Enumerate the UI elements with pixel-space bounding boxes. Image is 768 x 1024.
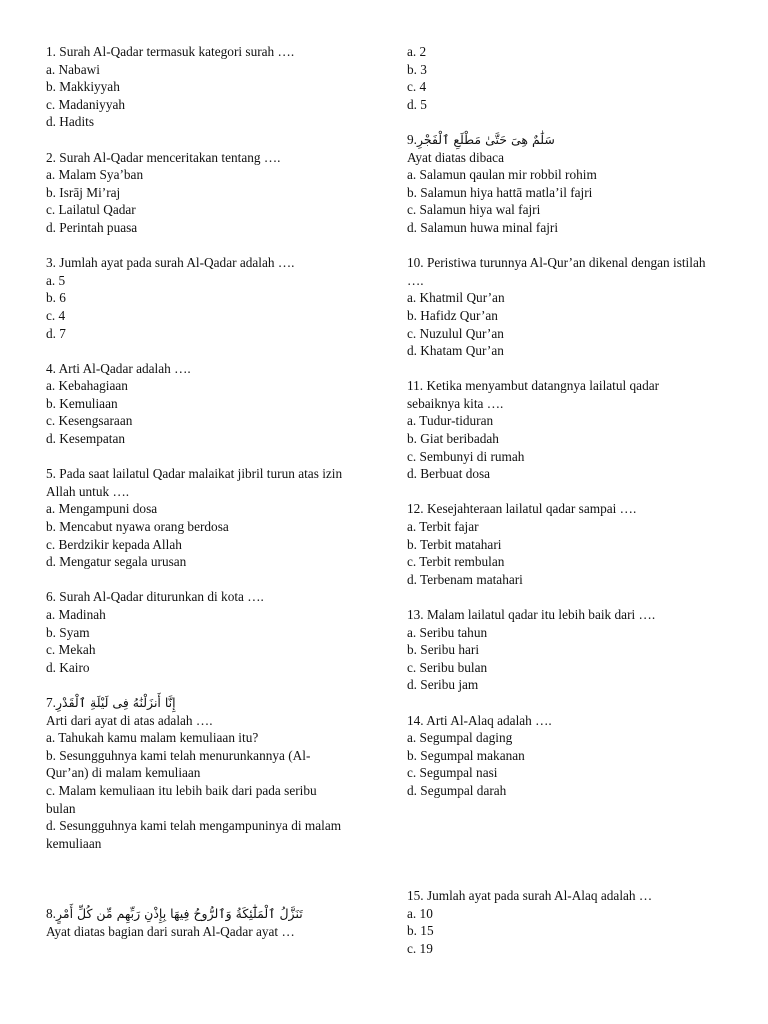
option: b. Kemuliaan (46, 395, 118, 411)
option: c. Segumpal nasi (407, 765, 498, 781)
question-11 (407, 377, 707, 483)
question-text: Ayat diatas bagian dari surah Al-Qadar ayat … (46, 923, 295, 939)
option: b. Hafidz Qur’an (407, 307, 498, 323)
option: d. 7 (46, 325, 66, 341)
option: d. Khatam Qur’an (407, 343, 504, 359)
left-column (46, 43, 346, 958)
option: a. Madinah (46, 607, 106, 622)
question-text: 14. Arti Al-Alaq adalah …. (407, 712, 552, 728)
right-column (407, 43, 707, 975)
question-text: 5. Pada saat lailatul Qadar malaikat jibril turun atas izin Allah untuk …. (46, 466, 343, 499)
question-text: 15. Jumlah ayat pada surah Al-Alaq adalah … (407, 888, 653, 904)
option: d. Salamun huwa minal fajri (407, 219, 559, 235)
option: a. Kebahagiaan (46, 378, 128, 394)
option: a. Nabawi (46, 61, 100, 77)
option: d. 5 (407, 96, 427, 112)
option: a. Malam Sya’ban (46, 167, 144, 183)
option: b. Seribu hari (407, 642, 480, 658)
option: c. 4 (407, 79, 427, 95)
option: d. Sesungguhnya kami telah mengampuninya di malam kemuliaan (46, 818, 342, 851)
option: d. Seribu jam (407, 677, 479, 693)
option: b. Isrāj Mi’raj (46, 184, 121, 200)
question-9 (407, 131, 707, 237)
question-13 (407, 606, 707, 694)
question-2 (46, 149, 346, 237)
option: c. 4 (46, 307, 66, 323)
option: b. Mencabut nyawa orang berdosa (46, 519, 229, 535)
option: a. Segumpal daging (407, 730, 513, 746)
question-15 (407, 887, 707, 957)
arabic-verse: إِنَّا أَنزَلْنَٰهُ فِى لَيْلَةِ ٱلْقَدْرِ (55, 694, 176, 710)
question-4 (46, 360, 346, 448)
option: b. Terbit matahari (407, 536, 502, 552)
option: d. Perintah puasa (46, 219, 138, 235)
option: d. Terbenam matahari (407, 571, 523, 587)
spacer (46, 870, 346, 905)
arabic-verse: تَنَزَّلُ ٱلْمَلَٰٓئِكَةُ وَٱلرُّوحُ فِيهَا بِإِذْنِ رَبِّهِم مِّن كُلِّ أَمْرٍ (55, 905, 303, 921)
option: b. Segumpal makanan (407, 747, 525, 763)
option: a. Seribu tahun (407, 624, 488, 640)
option: b. 15 (407, 923, 434, 939)
option: d. Hadits (46, 114, 95, 130)
question-12 (407, 500, 707, 588)
question-8-options (407, 43, 707, 113)
question-number: 7. (46, 694, 56, 710)
question-text: 11. Ketika menyambut datangnya lailatul qadar sebaiknya kita …. (407, 378, 660, 411)
option: d. Mengatur segala urusan (46, 554, 187, 570)
option: a. Terbit fajar (407, 519, 479, 535)
question-text: Ayat diatas dibaca (407, 149, 504, 165)
question-text: 1. Surah Al-Qadar termasuk kategori surah …. (46, 44, 295, 59)
option: b. Makkiyyah (46, 79, 120, 95)
question-text: 13. Malam lailatul qadar itu lebih baik dari …. (407, 607, 656, 622)
option: d. Kesempatan (46, 431, 126, 447)
question-5 (46, 465, 346, 571)
option: d. Berbuat dosa (407, 466, 491, 482)
option: c. Mekah (46, 642, 96, 658)
option: c. 19 (407, 940, 433, 956)
question-1 (46, 43, 346, 131)
option: c. Salamun hiya wal fajri (407, 202, 541, 218)
question-8 (46, 905, 346, 940)
option: c. Kesengsaraan (46, 413, 133, 429)
option: a. Khatmil Qur’an (407, 290, 505, 306)
option: c. Malam kemuliaan itu lebih baik dari pada seribu bulan (46, 782, 317, 816)
option: a. Tudur-tiduran (407, 413, 494, 429)
option: a. 10 (407, 905, 433, 921)
question-text: 6. Surah Al-Qadar diturunkan di kota …. (46, 589, 264, 605)
option: d. Kairo (46, 659, 90, 675)
option: a. 2 (407, 44, 427, 59)
option: a. Mengampuni dosa (46, 501, 158, 517)
question-6 (46, 588, 346, 676)
question-number: 8. (46, 905, 56, 921)
question-10 (407, 254, 707, 360)
question-7 (46, 694, 346, 852)
question-3 (46, 254, 346, 342)
option: c. Sembunyi di rumah (407, 448, 525, 464)
question-text: 3. Jumlah ayat pada surah Al-Qadar adalah …. (46, 255, 295, 271)
question-text: 2. Surah Al-Qadar menceritakan tentang …. (46, 149, 281, 165)
option: a. 5 (46, 272, 66, 288)
question-text: 12. Kesejahteraan lailatul qadar sampai …. (407, 501, 637, 517)
option: b. Giat beribadah (407, 431, 499, 447)
question-number: 9. (407, 131, 417, 147)
option: a. Tahukah kamu malam kemuliaan itu? (46, 730, 259, 746)
arabic-verse: سَلَٰمٌ هِىَ حَتَّىٰ مَطْلَعِ ٱلْفَجْرِ (416, 131, 555, 147)
question-text: 4. Arti Al-Qadar adalah …. (46, 360, 191, 376)
option: d. Segumpal darah (407, 782, 507, 798)
question-text: Arti dari ayat di atas adalah …. (46, 712, 213, 728)
option: b. 6 (46, 290, 66, 306)
right-question-list (407, 254, 707, 799)
option: c. Seribu bulan (407, 659, 488, 675)
option: c. Terbit rembulan (407, 554, 505, 570)
option: a. Salamun qaulan mir robbil rohim (407, 167, 597, 183)
question-text: 10. Peristiwa turunnya Al-Qur’an dikenal dengan istilah …. (407, 255, 706, 288)
option: c. Lailatul Qadar (46, 202, 136, 218)
option: c. Madaniyyah (46, 96, 126, 112)
option: b. 3 (407, 61, 427, 77)
option: c. Berdzikir kepada Allah (46, 536, 182, 552)
option: b. Salamun hiya hattā matla’il fajri (407, 184, 593, 200)
left-question-list (46, 43, 346, 676)
question-14 (407, 712, 707, 800)
spacer (407, 817, 707, 887)
option: b. Sesungguhnya kami telah menurunkannya (Al-Qur’an) di malam kemuliaan (46, 747, 311, 781)
option: c. Nuzulul Qur’an (407, 325, 504, 341)
option: b. Syam (46, 624, 90, 640)
